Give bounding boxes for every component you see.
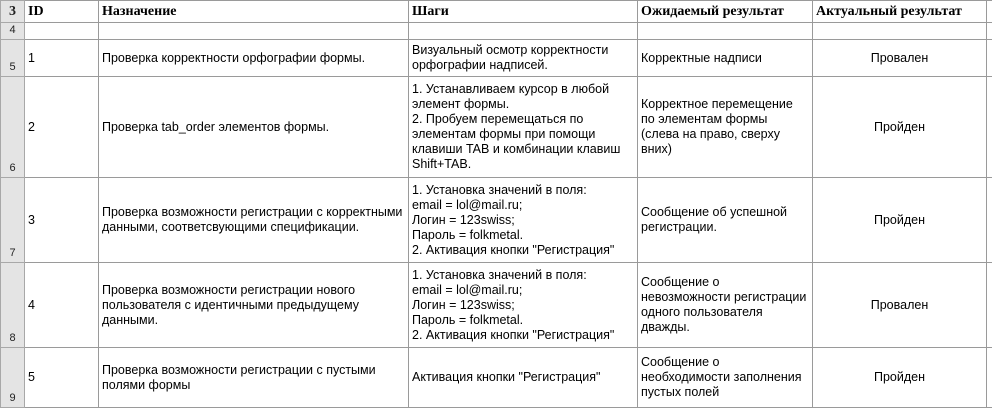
id-cell[interactable]: 3	[25, 178, 99, 263]
empty-cell[interactable]	[987, 178, 992, 263]
actual-cell[interactable]: Пройден	[813, 348, 987, 408]
expected-line: дважды.	[641, 320, 809, 335]
expected-line: Сообщение о	[641, 355, 809, 370]
row-header[interactable]: 7	[1, 178, 25, 263]
steps-line: Пароль = folkmetal.	[412, 228, 634, 243]
steps-line: email = lol@mail.ru;	[412, 198, 634, 213]
steps-line: email = lol@mail.ru;	[412, 283, 634, 298]
steps-line: Логин = 123swiss;	[412, 298, 634, 313]
expected-line: (слева на право, сверху	[641, 127, 809, 142]
id-cell[interactable]: 1	[25, 40, 99, 77]
expected-cell[interactable]	[638, 348, 813, 408]
steps-cell[interactable]	[409, 348, 638, 408]
row-header[interactable]: 4	[1, 23, 25, 40]
header-id-cell[interactable]: ID	[25, 1, 99, 23]
expected-line: Корректные надписи	[641, 51, 809, 66]
table-row	[1, 348, 992, 408]
expected-cell[interactable]	[638, 263, 813, 348]
expected-line: Сообщение о	[641, 275, 809, 290]
expected-line: регистрации.	[641, 220, 809, 235]
expected-line: Корректное перемещение	[641, 97, 809, 112]
steps-line: 2. Активация кнопки "Регистрация"	[412, 328, 634, 343]
empty-cell[interactable]	[987, 263, 992, 348]
expected-line: необходимости заполнения	[641, 370, 809, 385]
empty-cell[interactable]	[409, 23, 638, 40]
expected-cell[interactable]	[638, 40, 813, 77]
steps-line: Логин = 123swiss;	[412, 213, 634, 228]
row-header[interactable]: 9	[1, 348, 25, 408]
expected-line: Сообщение об успешной	[641, 205, 809, 220]
actual-cell[interactable]: Пройден	[813, 77, 987, 178]
expected-line: пустых полей	[641, 385, 809, 400]
steps-line: 1. Установка значений в поля:	[412, 268, 634, 283]
purpose-cell[interactable]: Проверка возможности регистрации с пустыми полями формы	[99, 348, 409, 408]
empty-cell[interactable]	[99, 23, 409, 40]
header-actual-cell[interactable]: Актуальный результат	[813, 1, 987, 23]
steps-line: элемент формы.	[412, 97, 634, 112]
expected-line: одного пользователя	[641, 305, 809, 320]
empty-cell[interactable]	[987, 77, 992, 178]
header-purpose-cell[interactable]: Назначение	[99, 1, 409, 23]
steps-cell[interactable]	[409, 40, 638, 77]
empty-cell[interactable]	[638, 23, 813, 40]
steps-line: Пароль = folkmetal.	[412, 313, 634, 328]
id-cell[interactable]: 5	[25, 348, 99, 408]
steps-line: Визуальный осмотр корректности	[412, 43, 634, 58]
purpose-cell[interactable]: Проверка tab_order элементов формы.	[99, 77, 409, 178]
table-row	[1, 178, 992, 263]
steps-line: орфографии надписей.	[412, 58, 634, 73]
header-steps-cell[interactable]: Шаги	[409, 1, 638, 23]
empty-cell[interactable]	[987, 348, 992, 408]
header-expected-cell[interactable]: Ожидаемый результат	[638, 1, 813, 23]
steps-line: 2. Пробуем перемещаться по	[412, 112, 634, 127]
expected-line: невозможности регистрации	[641, 290, 809, 305]
steps-line: клавиши TAB и комбинации клавиш	[412, 142, 634, 157]
empty-cell[interactable]	[813, 23, 987, 40]
steps-line: 1. Устанавливаем курсор в любой	[412, 82, 634, 97]
header-row	[1, 1, 992, 23]
table-row	[1, 77, 992, 178]
steps-cell[interactable]	[409, 263, 638, 348]
table-row	[1, 40, 992, 77]
purpose-cell[interactable]: Проверка возможности регистрации нового пользователя с идентичными предыдущему данными.	[99, 263, 409, 348]
purpose-cell[interactable]: Проверка возможности регистрации с корректными данными, соответсвующими спецификации.	[99, 178, 409, 263]
empty-cell[interactable]	[25, 23, 99, 40]
expected-cell[interactable]	[638, 178, 813, 263]
empty-cell[interactable]	[987, 1, 992, 23]
steps-line: Shift+TAB.	[412, 157, 634, 172]
actual-cell[interactable]: Провален	[813, 263, 987, 348]
purpose-cell[interactable]: Проверка корректности орфографии формы.	[99, 40, 409, 77]
row-header[interactable]: 6	[1, 77, 25, 178]
steps-cell[interactable]	[409, 77, 638, 178]
table-row	[1, 263, 992, 348]
steps-cell[interactable]	[409, 178, 638, 263]
steps-line: Активация кнопки "Регистрация"	[412, 370, 634, 385]
expected-cell[interactable]	[638, 77, 813, 178]
empty-cell[interactable]	[987, 23, 992, 40]
expected-line: вних)	[641, 142, 809, 157]
empty-cell[interactable]	[987, 40, 992, 77]
steps-line: элементам формы при помощи	[412, 127, 634, 142]
empty-row	[1, 23, 992, 40]
row-header[interactable]: 3	[1, 1, 25, 23]
row-header[interactable]: 8	[1, 263, 25, 348]
steps-line: 1. Установка значений в поля:	[412, 183, 634, 198]
expected-line: по элементам формы	[641, 112, 809, 127]
steps-line: 2. Активация кнопки "Регистрация"	[412, 243, 634, 258]
actual-cell[interactable]: Пройден	[813, 178, 987, 263]
id-cell[interactable]: 2	[25, 77, 99, 178]
id-cell[interactable]: 4	[25, 263, 99, 348]
actual-cell[interactable]: Провален	[813, 40, 987, 77]
row-header[interactable]: 5	[1, 40, 25, 77]
